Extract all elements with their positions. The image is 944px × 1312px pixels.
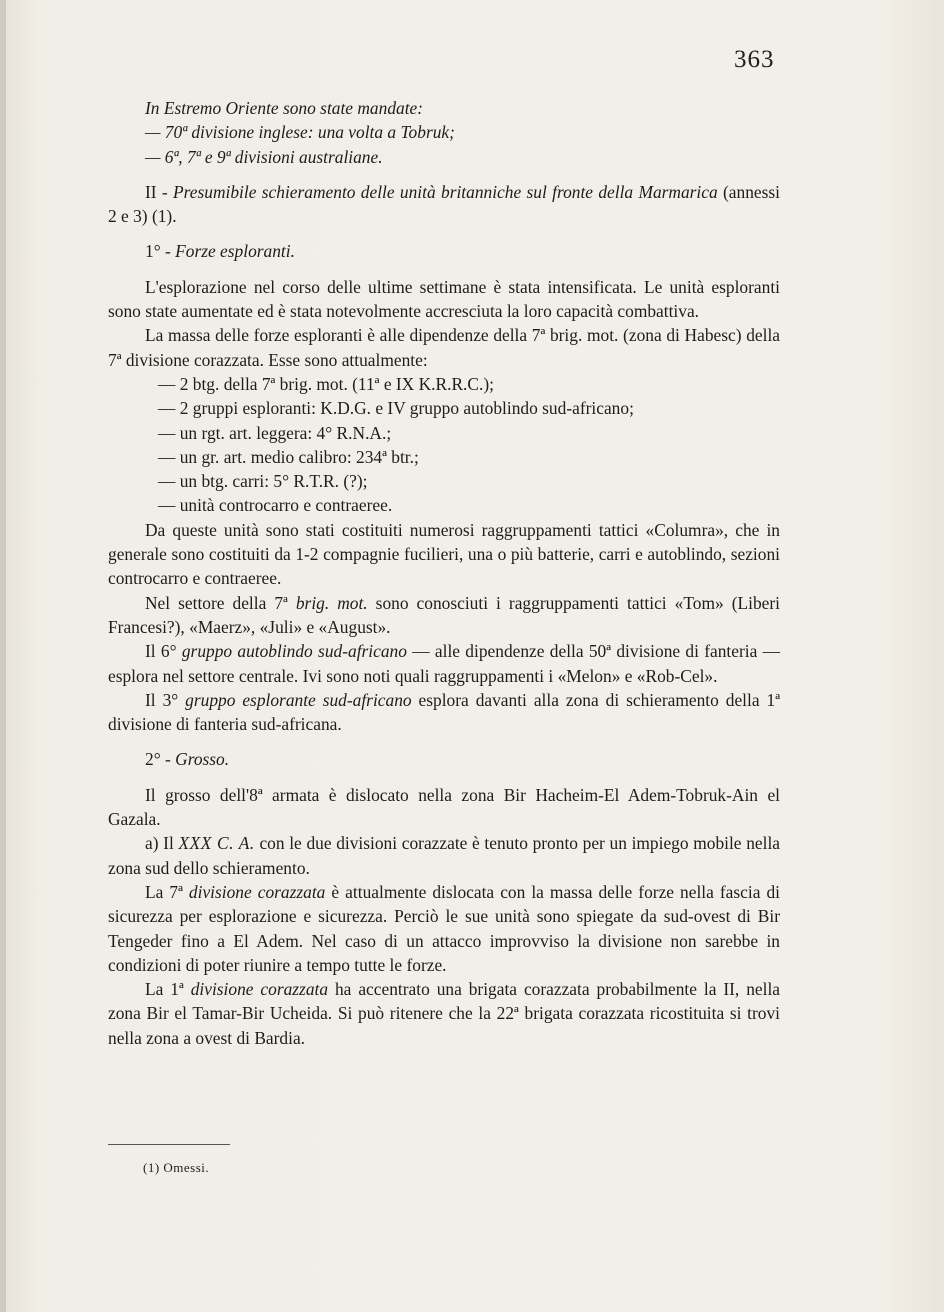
paragraph-xxx-ca: [108, 831, 780, 880]
footnote: (1) Omessi.: [143, 1160, 210, 1175]
paragraph-6-gruppo: [108, 639, 780, 688]
list-item-divisioni-australiane: — 6ª, 7ª e 9ª divisioni australiane.: [145, 146, 383, 167]
text-run: La 1ª: [145, 979, 191, 1000]
paragraph-grosso-8-armata: Il grosso dell'8ª armata è dislocato nella zona Bir Hacheim-El Adem-Tobruk-Ain el Gazala.: [108, 784, 780, 830]
text-run-italic: divisione corazzata: [190, 979, 329, 1000]
section-number-ii: II -: [145, 181, 174, 202]
page-edge: [0, 0, 6, 1312]
paragraph-estremo-oriente: In Estremo Oriente sono state mandate:: [145, 98, 424, 118]
list-item-gr-art: — un gr. art. medio calibro: 234ª btr.;: [158, 446, 419, 467]
list-item-controcarro: — unità controcarro e contraeree.: [158, 495, 393, 516]
subheading-number-2: 2° -: [145, 749, 176, 770]
text-run-italic: brig. mot.: [295, 592, 368, 613]
text-run: Il 3°: [145, 689, 186, 710]
paragraph-raggruppamenti: Da queste unità sono stati costituiti numerosi raggruppamenti tattici «Columra», che in generale sono costituiti da 1-2 compagnie fucilieri, una o più batterie, carri e autoblindo, sezioni controcarro e contraeree.: [108, 519, 780, 589]
section-title-ii: Presumibile schieramento delle unità britanniche sul fronte della Marmarica: [173, 181, 718, 202]
subheading-title-1: Forze esploranti.: [175, 241, 295, 262]
text-run: con le due divisioni corazzate è tenuto pronto per un impiego mobile nella zona sud dello schieramento.: [108, 833, 780, 878]
text-run: esplora davanti alla zona di schieramento della 1ª divisione di fanteria sud-africana.: [108, 689, 780, 735]
text-run-italic: gruppo esplorante sud-africano: [185, 689, 412, 710]
text-run: a) Il: [145, 833, 179, 854]
page-body: [108, 96, 780, 1050]
paragraph-settore-7-brig: [108, 591, 780, 640]
list-item-70-divisione: — 70ª divisione inglese: una volta a Tobruk;: [145, 122, 455, 143]
text-run: Nel settore della 7ª: [145, 592, 296, 613]
text-run: — alle dipendenze della 50ª divisione di fanteria — esplora nel settore centrale. Ivi sono noti quali raggruppamenti i «Melon» e «Rob-Cel».: [108, 641, 780, 686]
subheading-forze-esploranti: [108, 239, 780, 263]
subheading-title-2: Grosso.: [175, 749, 230, 770]
paragraph-7-divisione-corazzata: [108, 880, 780, 977]
paragraph-esplorazione: L'esplorazione nel corso delle ultime settimane è stata intensificata. Le unità esploranti sono state aumentate ed è stata notevolmente accresciuta la loro capacità combattiva.: [108, 276, 780, 322]
page-number: 363: [734, 46, 775, 73]
paragraph-1-divisione-corazzata: [108, 977, 780, 1050]
text-run: Il 6°: [145, 641, 182, 662]
list-item-gruppi-esploranti: — 2 gruppi esploranti: K.D.G. e IV gruppo autoblindo sud-africano;: [158, 398, 634, 419]
section-heading-ii: [108, 180, 780, 229]
text-run-italic: XXX C. A.: [178, 833, 255, 854]
text-run-italic: divisione corazzata: [188, 881, 326, 902]
list-item-btg-carri: — un btg. carri: 5° R.T.R. (?);: [158, 471, 368, 492]
text-run: La 7ª: [145, 881, 189, 902]
footnote-divider: [108, 1144, 230, 1145]
text-run: sono conosciuti i raggruppamenti tattici «Tom» (Liberi Francesi?), «Maerz», «Juli» e «August».: [108, 592, 780, 637]
subheading-number-1: 1° -: [145, 241, 176, 262]
paragraph-3-gruppo: [108, 688, 780, 737]
text-run: è attualmente dislocata con la massa delle forze nella fascia di sicurezza per esplorazione e sicurezza. Perciò le sue unità sono spiegate da sud-ovest di Bir Tengeder fino a El Adem. Nel caso di un attacco improvviso la divisione non sarebbe in condizioni di poter riunire a tempo tutte le forze.: [108, 881, 781, 975]
section-annex-ref: (annessi 2 e 3) (1).: [108, 181, 781, 227]
list-item-btg: — 2 btg. della 7ª brig. mot. (11ª e IX K.R.R.C.);: [158, 373, 494, 394]
subheading-grosso: [108, 747, 780, 771]
paragraph-massa-forze: La massa delle forze esploranti è alle dipendenze della 7ª brig. mot. (zona di Habesc) della 7ª divisione corazzata. Esse sono attualmente:: [108, 325, 780, 370]
text-run: ha accentrato una brigata corazzata probabilmente la II, nella zona Bir el Tamar-Bir Ucheida. Si può ritenere che la 22ª brigata corazzata ricostituita si trovi nella zona a ovest di Bardia.: [108, 979, 781, 1048]
list-item-rgt-art: — un rgt. art. leggera: 4° R.N.A.;: [158, 422, 392, 443]
text-run-italic: gruppo autoblindo sud-africano: [181, 641, 407, 662]
